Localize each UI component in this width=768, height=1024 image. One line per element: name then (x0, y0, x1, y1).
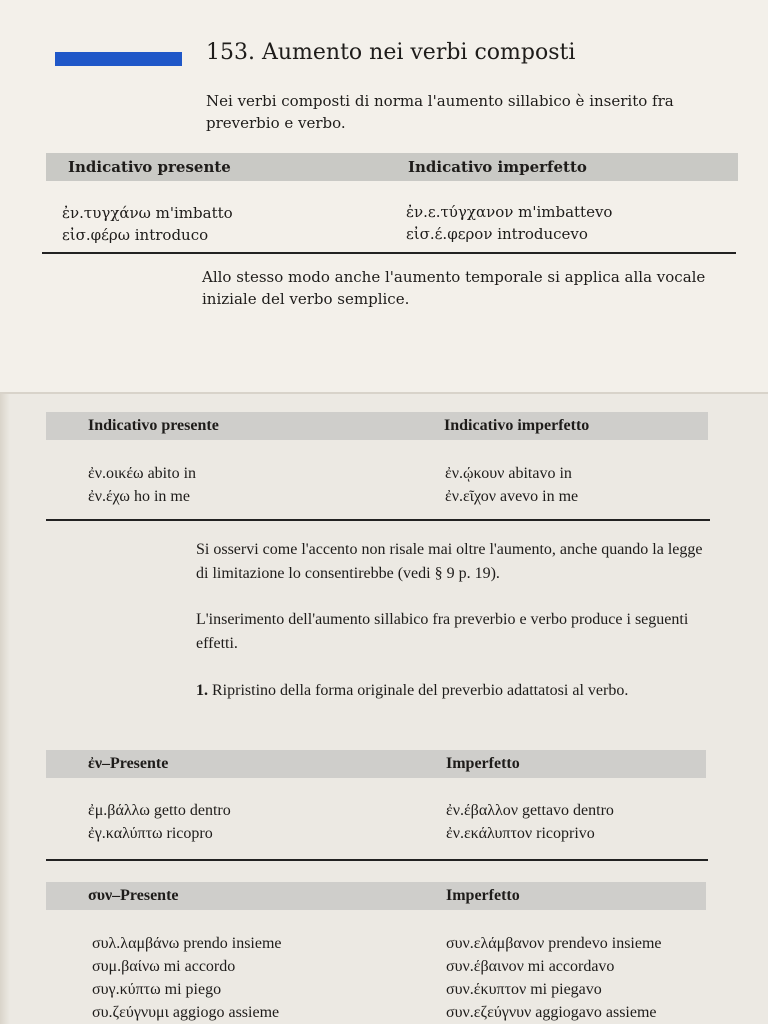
table-row: συλ.λαμβάνω prendo insieme (92, 935, 282, 952)
table-syn-header (46, 882, 706, 910)
table-row: συγ.κύπτω mi piego (92, 981, 222, 998)
table-row: εἰσ.έ.φερον introducevo (406, 225, 588, 243)
table-row: ἐν.έβαλλον gettavo dentro (446, 802, 614, 819)
table-en-header-left: ἐν–Presente (88, 755, 169, 772)
point-1 (196, 679, 711, 703)
accent-paragraph: Si osservi come l'accento non risale mai oltre l'aumento, anche quando la legge di limitazione lo consentirebbe (vedi § 9 p. 19). (196, 541, 703, 582)
table-row: ἐν.οικέω abito in (88, 465, 197, 482)
table-row: συμ.βαίνω mi accordo (92, 958, 236, 975)
table-row: ἐν.εκάλυπτον ricoprivo (446, 825, 595, 842)
table-row: ἐν.ε.τύγχανον m'imbattevo (406, 203, 613, 221)
point-1-number: 1. (196, 682, 208, 699)
table-row: ἐγ.καλύπτω ricopro (88, 825, 213, 842)
page-photo-top (0, 0, 768, 392)
table-syn-right-column (446, 932, 662, 1024)
intro-paragraph: Nei verbi composti di norma l'aumento sillabico è inserito fra preverbio e verbo. (206, 92, 674, 132)
table-en-left-column (88, 799, 231, 845)
table2-left-column (88, 462, 196, 508)
table-en-header-right: Imperfetto (446, 755, 520, 772)
table1-header-left: Indicativo presente (68, 158, 231, 176)
table2-header (46, 412, 708, 440)
section-accent-bar (55, 52, 182, 66)
table2-bottom-rule (46, 519, 710, 521)
table-row: ἐν.εῖχον avevo in me (445, 488, 579, 505)
table-row: ἐμ.βάλλω getto dentro (88, 802, 231, 819)
temporal-augment-paragraph: Allo stesso modo anche l'aumento temporale si applica alla vocale iniziale del verbo semplice. (202, 268, 706, 308)
table-row: συν.εζεύγνυν aggiogavo assieme (446, 1004, 657, 1021)
table2-header-right: Indicativo imperfetto (444, 417, 590, 434)
table-row: εἰσ.φέρω introduco (62, 226, 209, 244)
table2-header-left: Indicativo presente (88, 417, 219, 434)
page-photo-bottom (0, 392, 768, 1024)
table-en-right-column (446, 799, 614, 845)
table-syn-header-right: Imperfetto (446, 887, 520, 904)
table1-header (46, 153, 738, 181)
table1-right-column (406, 201, 612, 245)
section-title: 153. Aumento nei verbi composti (206, 40, 576, 65)
table-row: ἐν.ῴκουν abitavo in (445, 465, 572, 482)
table-row: συ.ζεύγνυμι aggiogo assieme (92, 1004, 280, 1021)
table-row: ἐν.τυγχάνω m'imbatto (62, 204, 233, 222)
insertion-paragraph: L'inserimento dell'aumento sillabico fra preverbio e verbo produce i seguenti effetti. (196, 611, 689, 652)
table1-left-column (62, 202, 233, 246)
table-syn-left-column (92, 932, 282, 1024)
table-syn-header-left: συν–Presente (88, 887, 179, 904)
table-row: ἐν.έχω ho in me (88, 488, 190, 505)
table-row: συν.έκυπτον mi piegavo (446, 981, 602, 998)
table1-header-right: Indicativo imperfetto (408, 158, 587, 176)
table-row: συν.ελάμβανον prendevo insieme (446, 935, 662, 952)
point-1-text: Ripristino della forma originale del preverbio adattatosi al verbo. (212, 682, 629, 699)
table2-right-column (445, 462, 578, 508)
table-row: συν.έβαινον mi accordavo (446, 958, 615, 975)
table-en-header (46, 750, 706, 778)
table1-bottom-rule (42, 252, 736, 254)
table-en-bottom-rule (46, 859, 708, 861)
